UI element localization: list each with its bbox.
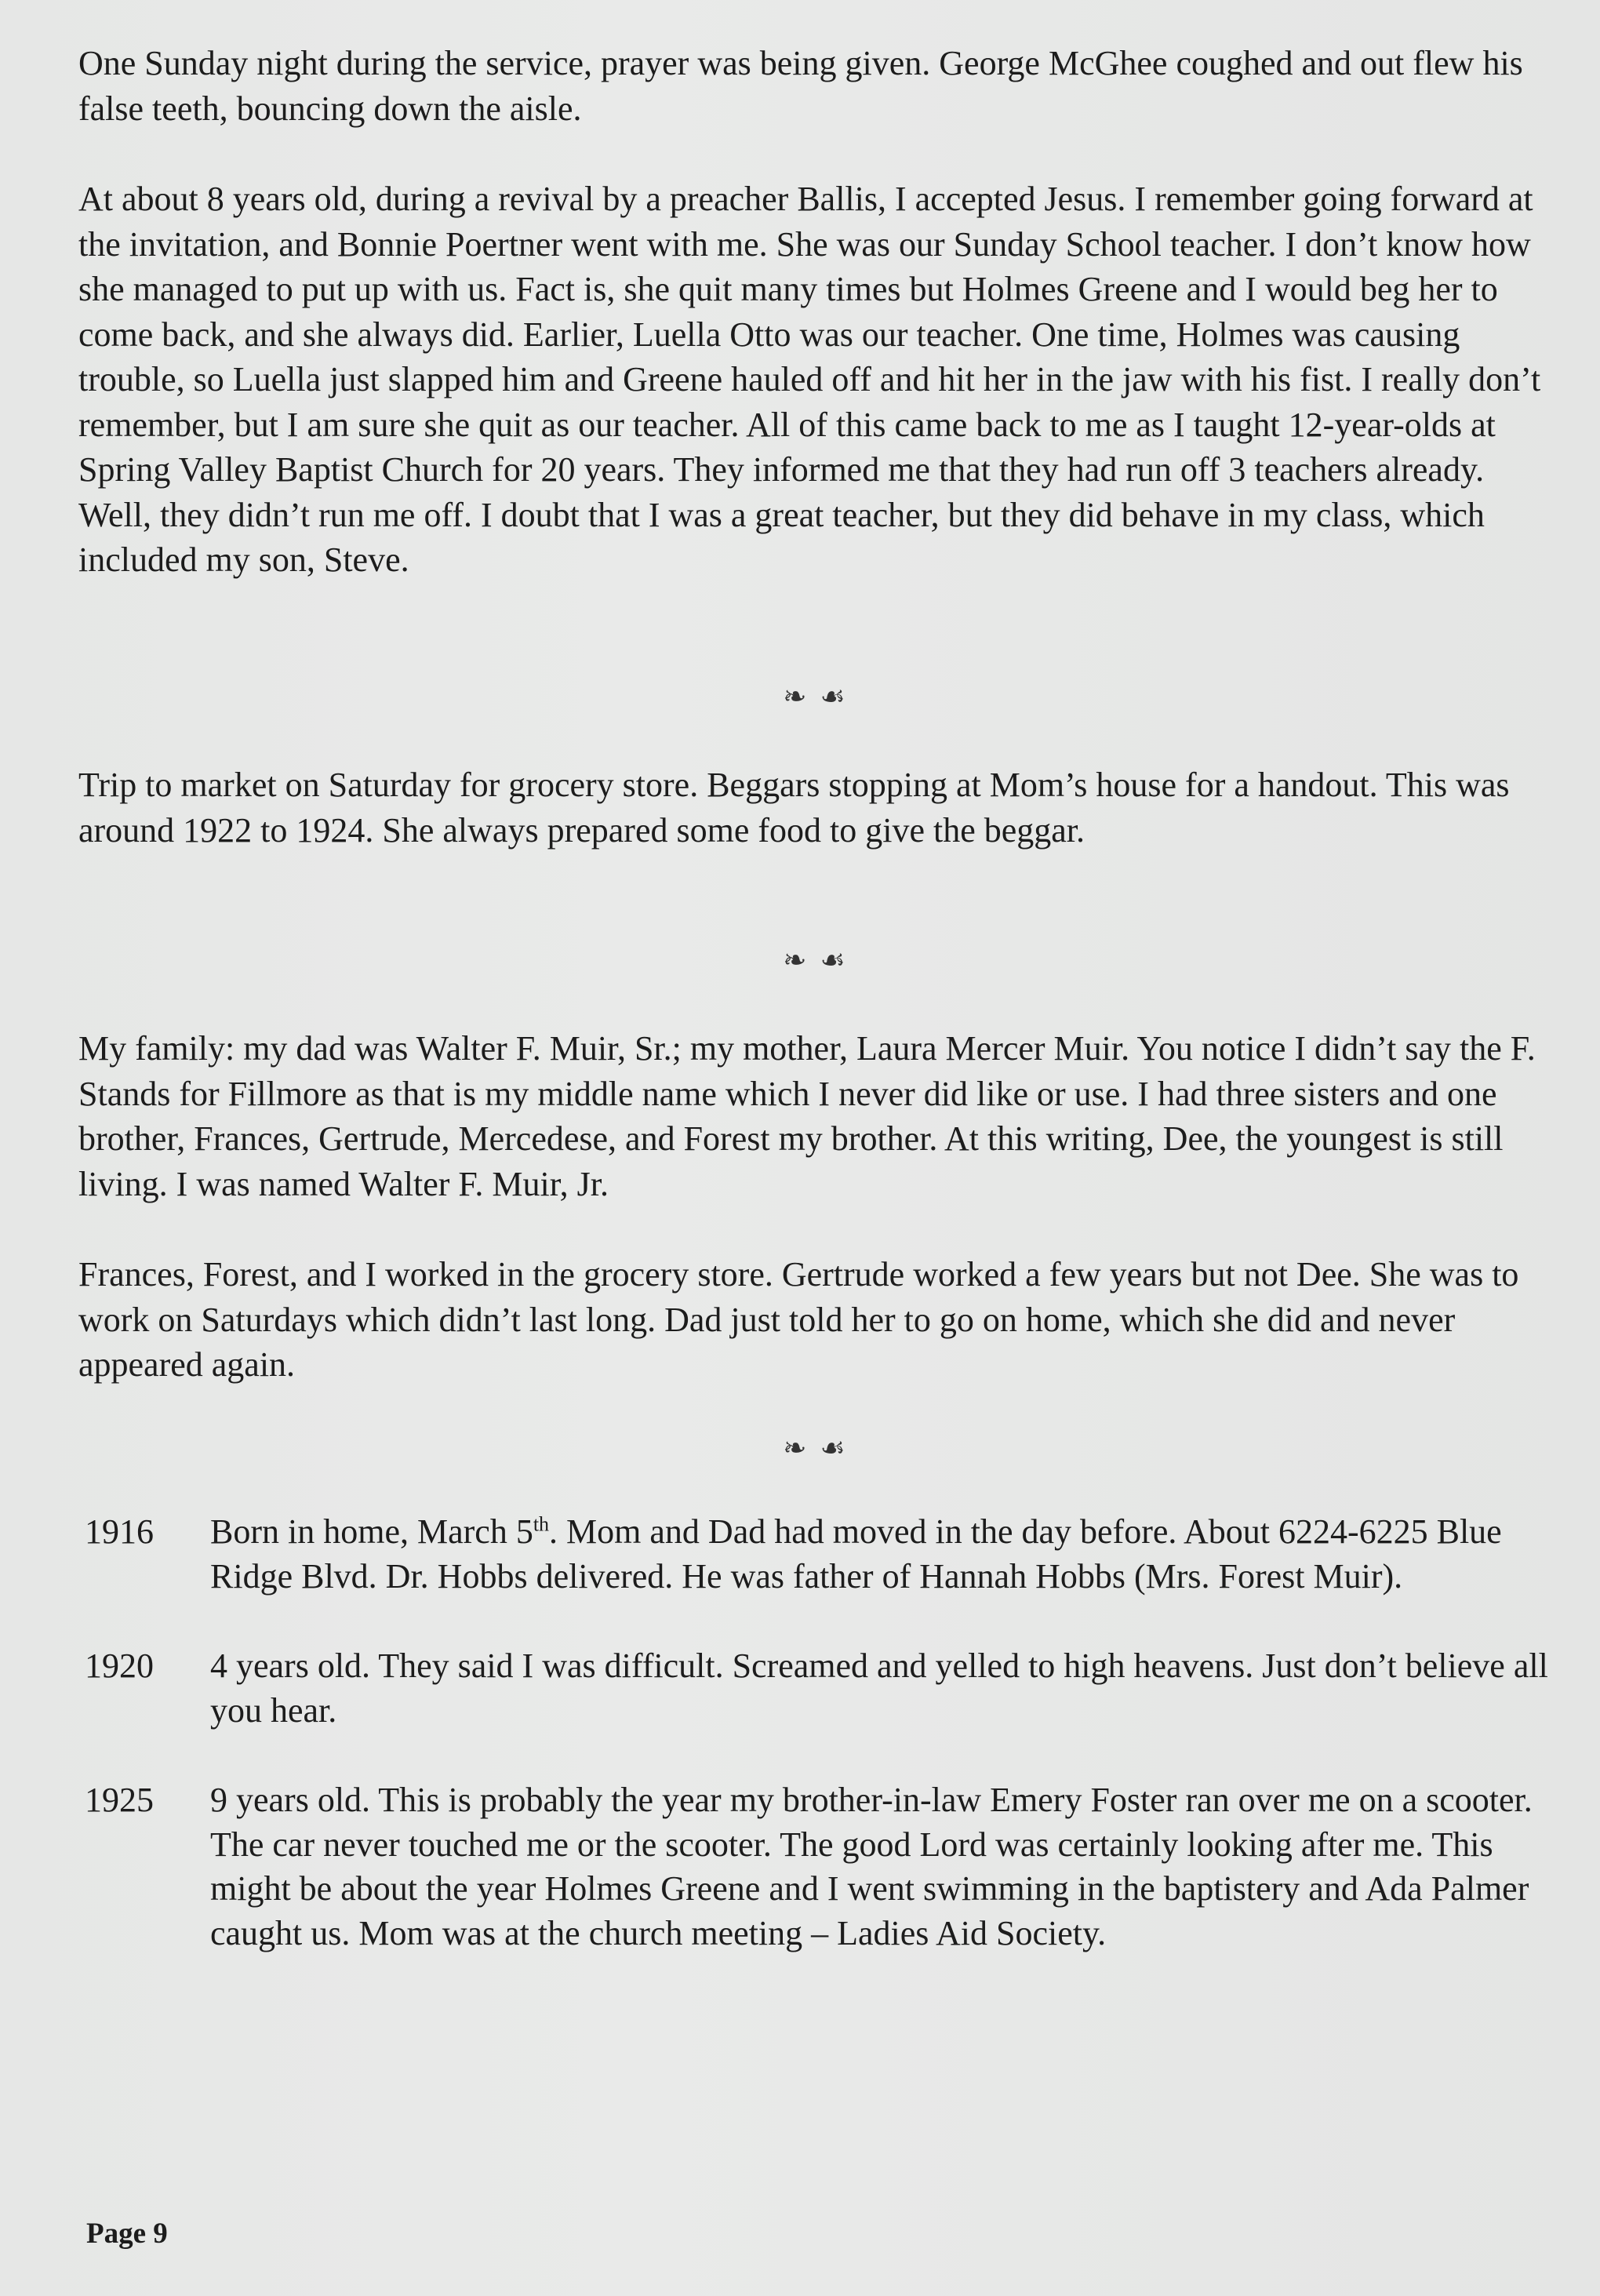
ordinal-suffix: th xyxy=(533,1512,550,1536)
paragraph-false-teeth: One Sunday night during the service, prayer was being given. George McGhee coughed and out flew his false teeth, bouncing down the aisle. xyxy=(78,44,1523,128)
timeline-text: 9 years old. This is probably the year my brother-in-law Emery Foster ran over me on a scooter. The car never touched me or the scooter. The good Lord was certainly looking after me. This might be about the year Holmes Greene and I went swimming in the baptistery and Ada Palmer caught us. Mom was at the church meeting – Ladies Aid Society. xyxy=(210,1781,1533,1952)
timeline-list xyxy=(78,1510,1553,1956)
timeline-year: 1925 xyxy=(85,1781,154,1819)
section-divider-ornament: ❧ ☙ xyxy=(783,1432,849,1464)
section-market xyxy=(78,762,1553,853)
paragraph-my-family: My family: my dad was Walter F. Muir, Sr.; my mother, Laura Mercer Muir. You notice I didn’t say the F. Stands for Fillmore as that is my middle name which I never did like or use. I had three sisters and one brother, Frances, Gertrude, Mercedese, and Forest my brother. At this writing, Dee, the youngest is still living. I was named Walter F. Muir, Jr. xyxy=(78,1029,1536,1203)
timeline-text-part: . Mom and Dad had moved in the day before. About 6224-6225 Blue Ridge Blvd. Dr. Hobbs delivered. He was father of Hannah Hobbs (Mrs. Forest Muir). xyxy=(210,1512,1502,1596)
section-divider-ornament: ❧ ☙ xyxy=(783,944,849,976)
timeline-text-part: Born in home, March 5 xyxy=(210,1512,533,1551)
timeline-entry-1925 xyxy=(78,1778,1553,1956)
page-number: Page 9 xyxy=(86,2218,168,2250)
timeline-text: 4 years old. They said I was difficult. Screamed and yelled to high heavens. Just don’t believe all you hear. xyxy=(210,1646,1548,1730)
section-church-stories xyxy=(78,41,1553,583)
timeline-entry-1916 xyxy=(78,1510,1553,1599)
section-family xyxy=(78,1026,1553,1388)
timeline-year: 1920 xyxy=(85,1646,154,1685)
section-divider-ornament: ❧ ☙ xyxy=(783,681,849,712)
timeline-text xyxy=(210,1510,1553,1599)
paragraph-trip-to-market: Trip to market on Saturday for grocery store. Beggars stopping at Mom’s house for a handout. This was around 1922 to 1924. She always prepared some food to give the beggar. xyxy=(78,766,1510,850)
paragraph-accepted-jesus: At about 8 years old, during a revival by a preacher Ballis, I accepted Jesus. I remember going forward at the invitation, and Bonnie Poertner went with me. She was our Sunday School teacher. I don’t know how she managed to put up with us. Fact is, she quit many times but Holmes Greene and I would beg her to come back, and she always did. Earlier, Luella Otto was our teacher. One time, Holmes was causing trouble, so Luella just slapped him and Greene hauled off and hit her in the jaw with his fist. I really don’t remember, but I am sure she quit as our teacher. All of this came back to me as I taught 12-year-olds at Spring Valley Baptist Church for 20 years. They informed me that they had run off 3 teachers already. Well, they didn’t run me off. I doubt that I was a great teacher, but they did behave in my class, which included my son, Steve. xyxy=(78,180,1541,579)
timeline-year: 1916 xyxy=(85,1512,154,1551)
paragraph-grocery-store: Frances, Forest, and I worked in the grocery store. Gertrude worked a few years but not Dee. She was to work on Saturdays which didn’t last long. Dad just told her to go on home, which she did and never appeared again. xyxy=(78,1255,1519,1384)
timeline-entry-1920 xyxy=(78,1644,1553,1733)
